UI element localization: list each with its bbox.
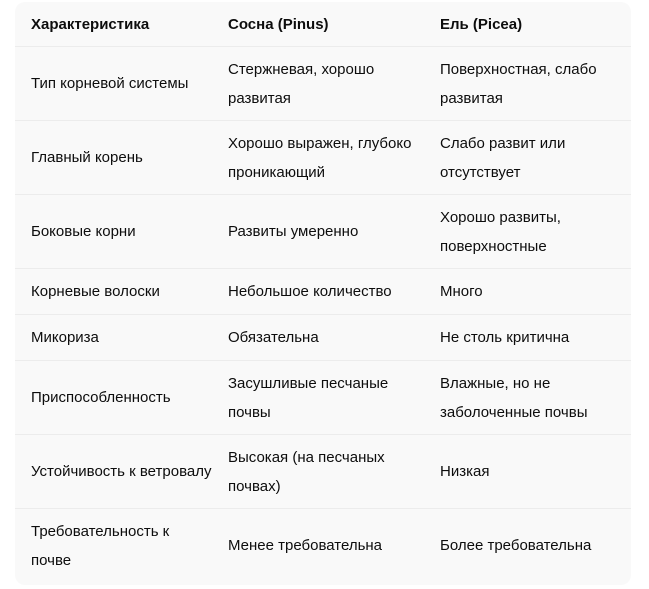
table-cell: Требовательность к почве	[31, 522, 170, 569]
table-cell: Корневые волоски	[31, 283, 160, 300]
header-characteristic: Характеристика	[31, 15, 150, 33]
table-row	[15, 121, 631, 195]
table-cell: Низкая	[440, 463, 490, 480]
table-cell: Поверхностная, слабо развитая	[440, 60, 597, 107]
header-pine: Сосна (Pinus)	[228, 15, 329, 33]
table-cell: Влажные, но не заболоченные почвы	[440, 374, 588, 421]
table-cell: Хорошо развиты, поверхностные	[440, 208, 561, 255]
table-cell: Боковые корни	[31, 223, 136, 240]
table-row	[15, 435, 631, 509]
table-row	[15, 315, 631, 361]
table-cell: Небольшое количество	[228, 283, 392, 300]
table-row	[15, 361, 631, 435]
table-row	[15, 47, 631, 121]
table-cell: Не столь критична	[440, 329, 570, 346]
table-row	[15, 509, 631, 583]
table-cell: Тип корневой системы	[31, 75, 189, 92]
comparison-table-container	[15, 2, 631, 585]
table-cell: Главный корень	[31, 149, 143, 166]
table-cell: Обязательна	[228, 329, 319, 346]
table-cell: Высокая (на песчаных почвах)	[228, 448, 385, 495]
table-cell: Много	[440, 283, 483, 300]
comparison-table	[15, 2, 631, 582]
table-cell: Устойчивость к ветровалу	[31, 463, 212, 480]
table-cell: Менее требовательна	[228, 537, 383, 554]
table-row	[15, 269, 631, 315]
table-cell: Слабо развит или отсутствует	[440, 134, 566, 181]
table-cell: Хорошо выражен, глубоко проникающий	[228, 134, 412, 181]
table-cell: Развиты умеренно	[228, 223, 359, 240]
table-cell: Засушливые песчаные почвы	[228, 374, 389, 421]
table-row	[15, 195, 631, 269]
table-header-row	[15, 2, 631, 47]
table-cell: Приспособленность	[31, 389, 171, 406]
table-cell: Более требовательна	[440, 537, 592, 554]
header-spruce: Ель (Picea)	[440, 15, 523, 33]
table-cell: Микориза	[31, 329, 99, 346]
table-cell: Стержневая, хорошо развитая	[228, 60, 375, 107]
